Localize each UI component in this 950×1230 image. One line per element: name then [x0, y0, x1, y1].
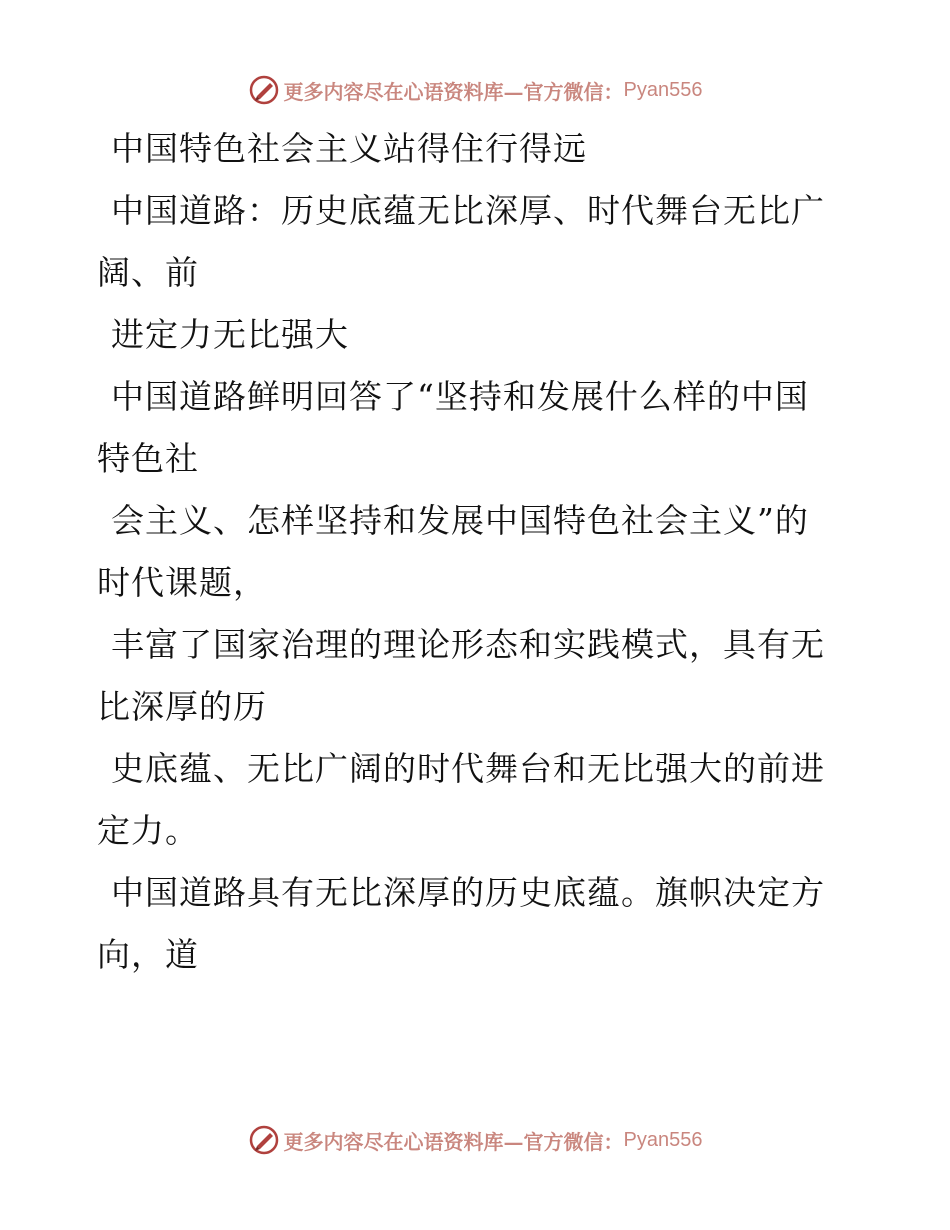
paragraph: 会主义、怎样坚持和发展中国特色社会主义”的时代课题，	[97, 501, 809, 602]
paragraph: 中国道路鲜明回答了“坚持和发展什么样的中国特色社	[97, 377, 809, 478]
pen-circle-logo-icon	[248, 1124, 280, 1156]
paragraph: 丰富了国家治理的理论形态和实践模式，具有无比深厚的历	[97, 625, 825, 726]
paragraph-title: 中国特色社会主义站得住行得远	[111, 129, 587, 168]
header-banner	[0, 70, 950, 110]
paragraph: 中国道路具有无比深厚的历史底蕴。旗帜决定方向，道	[97, 873, 825, 974]
paragraph: 史底蕴、无比广阔的时代舞台和无比强大的前进定力。	[97, 749, 825, 850]
footer-wechat-handle: Pyan556	[623, 1128, 703, 1151]
header-wechat-handle: Pyan556	[623, 78, 703, 101]
document-body	[97, 118, 837, 986]
paragraph: 进定力无比强大	[111, 315, 349, 354]
footer-banner	[0, 1120, 950, 1160]
paragraph: 中国道路：历史底蕴无比深厚、时代舞台无比广阔、前	[97, 191, 825, 292]
pen-circle-logo-icon	[248, 74, 280, 106]
footer-brand-text: 更多内容尽在心语资料库—官方微信：	[283, 1129, 624, 1154]
header-brand-text: 更多内容尽在心语资料库—官方微信：	[283, 79, 624, 104]
